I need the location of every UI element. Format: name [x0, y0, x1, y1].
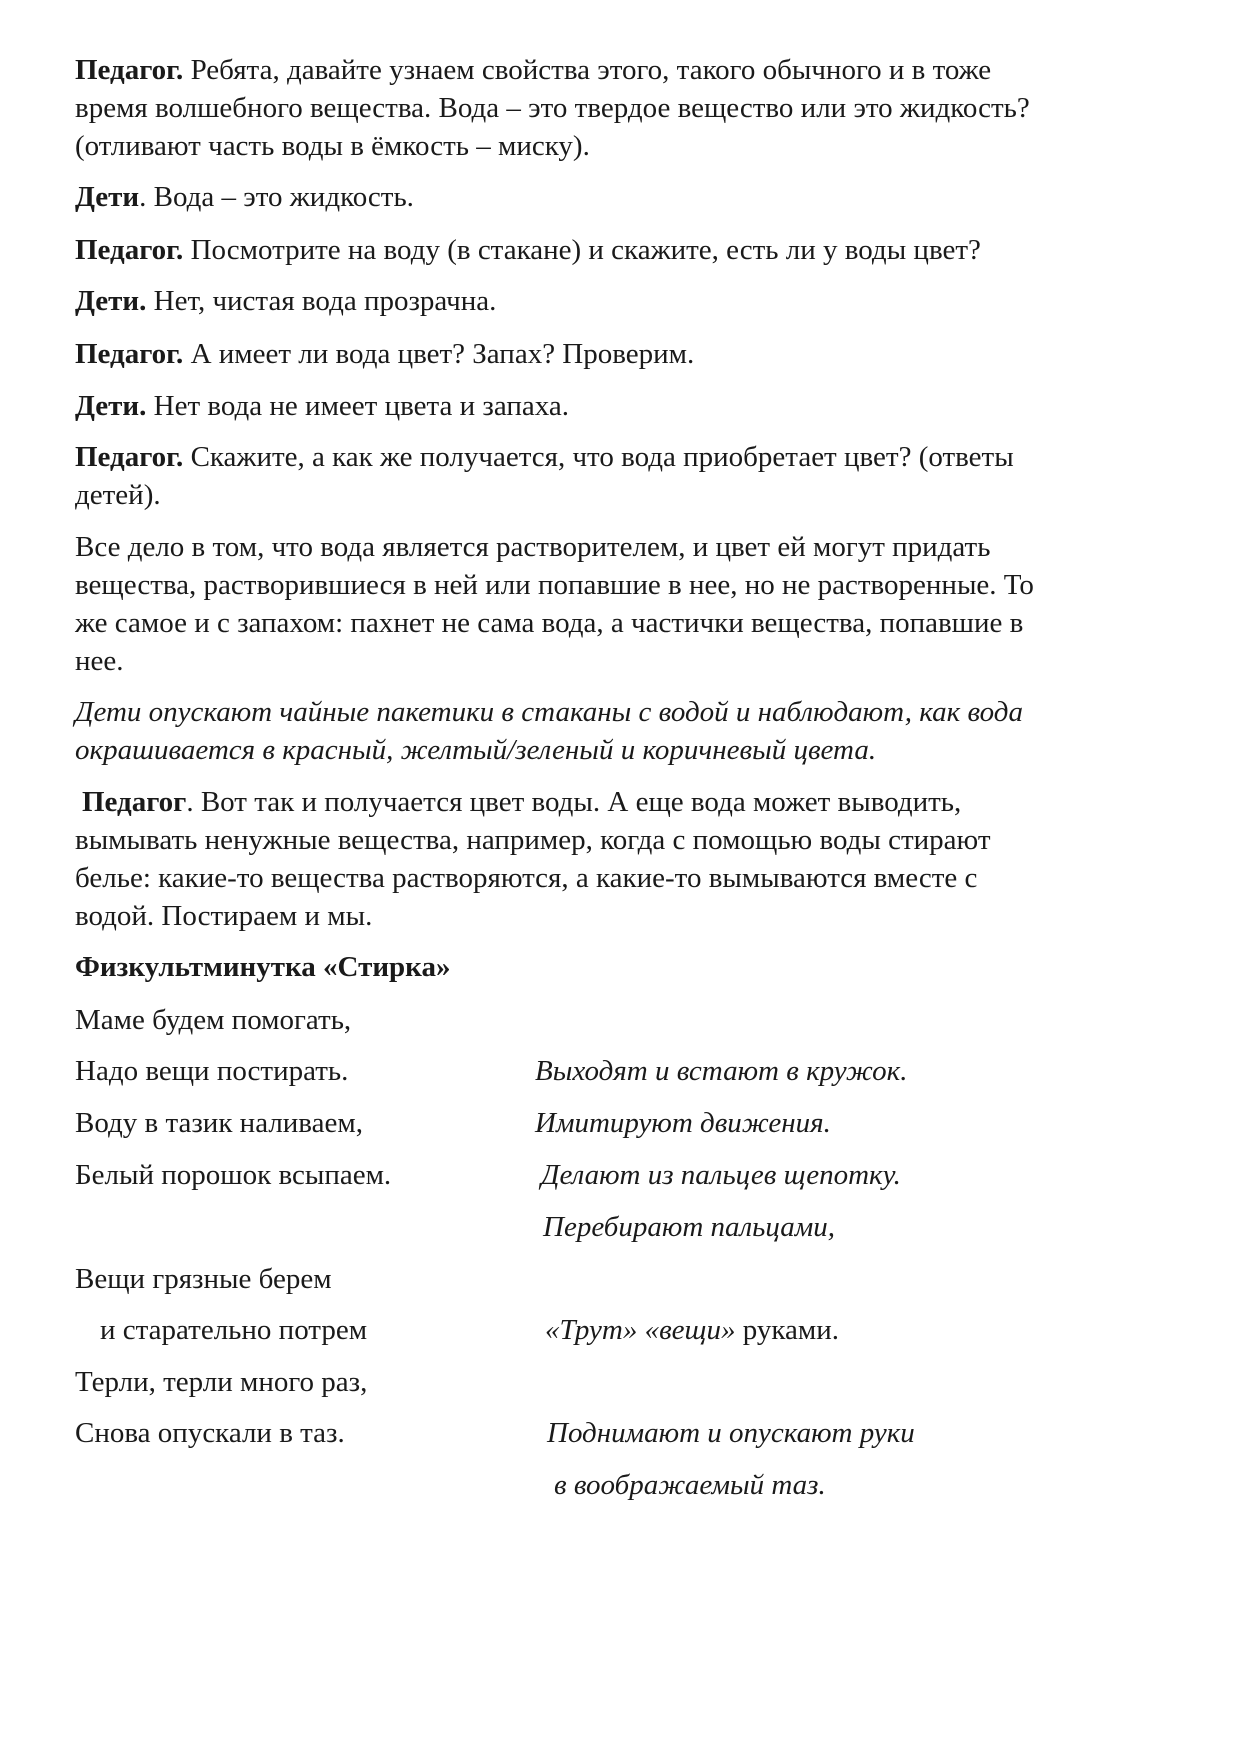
poem-action: Перебирают пальцами, [543, 1211, 835, 1243]
poem-line: и старательно потрем [100, 1314, 368, 1346]
paragraph-line: (отливают часть воды в ёмкость – миску). [75, 130, 590, 162]
poem-action [545, 1310, 839, 1351]
paragraph-line: время волшебного вещества. Вода – это твердое вещество или это жидкость? [75, 92, 1030, 124]
italic-note-line: окрашивается в красный, желтый/зеленый и коричневый цвета. [75, 734, 877, 766]
poem-line: Белый порошок всыпаем. [75, 1159, 392, 1191]
paragraph-text: Нет, чистая вода прозрачна. [146, 285, 497, 317]
paragraph-line: вещества, растворившиеся в ней или попавшие в нее, но не растворенные. То [75, 569, 1034, 601]
paragraph-text: . Вот так и получается цвет воды. А еще вода может выводить, [186, 786, 962, 818]
paragraph-line: детей). [75, 479, 161, 511]
poem-line: Терли, терли много раз, [75, 1366, 368, 1398]
speaker-label: Педагог. [75, 338, 184, 370]
poem-line: Надо вещи постирать. [75, 1055, 349, 1087]
speaker-label: Дети [75, 181, 140, 213]
poem-action: в воображаемый таз. [554, 1469, 826, 1501]
poem-action-rest: руками. [735, 1314, 839, 1346]
paragraph-line: белье: какие-то вещества растворяются, а какие-то вымываются вместе с [75, 862, 978, 894]
poem-action: Делают из пальцев щепотку. [541, 1159, 901, 1191]
paragraph-line [75, 334, 694, 375]
paragraph-line: нее. [75, 645, 124, 677]
paragraph-line: Все дело в том, что вода является растворителем, и цвет ей могут придать [75, 531, 991, 563]
paragraph-text: Нет вода не имеет цвета и запаха. [146, 390, 570, 422]
speaker-label: Педагог [82, 786, 187, 818]
speaker-label: Педагог. [75, 54, 184, 86]
poem-action-quoted: «Трут» «вещи» [545, 1314, 736, 1346]
paragraph-line: водой. Постираем и мы. [75, 900, 373, 932]
poem-action: Выходят и встают в кружок. [535, 1055, 908, 1087]
paragraph-text: Ребята, давайте узнаем свойства этого, такого обычного и в тоже [183, 54, 992, 86]
poem-line: Снова опускали в таз. [75, 1417, 345, 1449]
poem-line: Вещи грязные берем [75, 1263, 332, 1295]
poem-action: Имитируют движения. [535, 1107, 831, 1139]
poem-action: Поднимают и опускают руки [547, 1417, 915, 1449]
paragraph-line [75, 50, 991, 91]
speaker-label: Дети. [75, 390, 147, 422]
poem-line: Воду в тазик наливаем, [75, 1107, 363, 1139]
speaker-label: Дети. [75, 285, 147, 317]
paragraph-line [75, 230, 981, 271]
paragraph-line [75, 437, 1014, 478]
paragraph-line [75, 386, 569, 427]
paragraph-line: вымывать ненужные вещества, например, когда с помощью воды стирают [75, 824, 991, 856]
speaker-label: Педагог. [75, 234, 184, 266]
poem-line: Маме будем помогать, [75, 1004, 352, 1036]
paragraph-line [75, 177, 414, 218]
paragraph-text: А имеет ли вода цвет? Запах? Проверим. [183, 338, 695, 370]
paragraph-line [82, 782, 961, 823]
speaker-label: Педагог. [75, 441, 184, 473]
paragraph-line [75, 281, 496, 322]
paragraph-text: Скажите, а как же получается, что вода приобретает цвет? (ответы [183, 441, 1014, 473]
section-heading: Физкультминутка «Стирка» [75, 951, 451, 983]
paragraph-text: Посмотрите на воду (в стакане) и скажите, есть ли у воды цвет? [183, 234, 981, 266]
italic-note-line: Дети опускают чайные пакетики в стаканы с водой и наблюдают, как вода [75, 696, 1023, 728]
paragraph-line: же самое и с запахом: пахнет не сама вода, а частички вещества, попавшие в [75, 607, 1024, 639]
paragraph-text: . Вода – это жидкость. [139, 181, 414, 213]
